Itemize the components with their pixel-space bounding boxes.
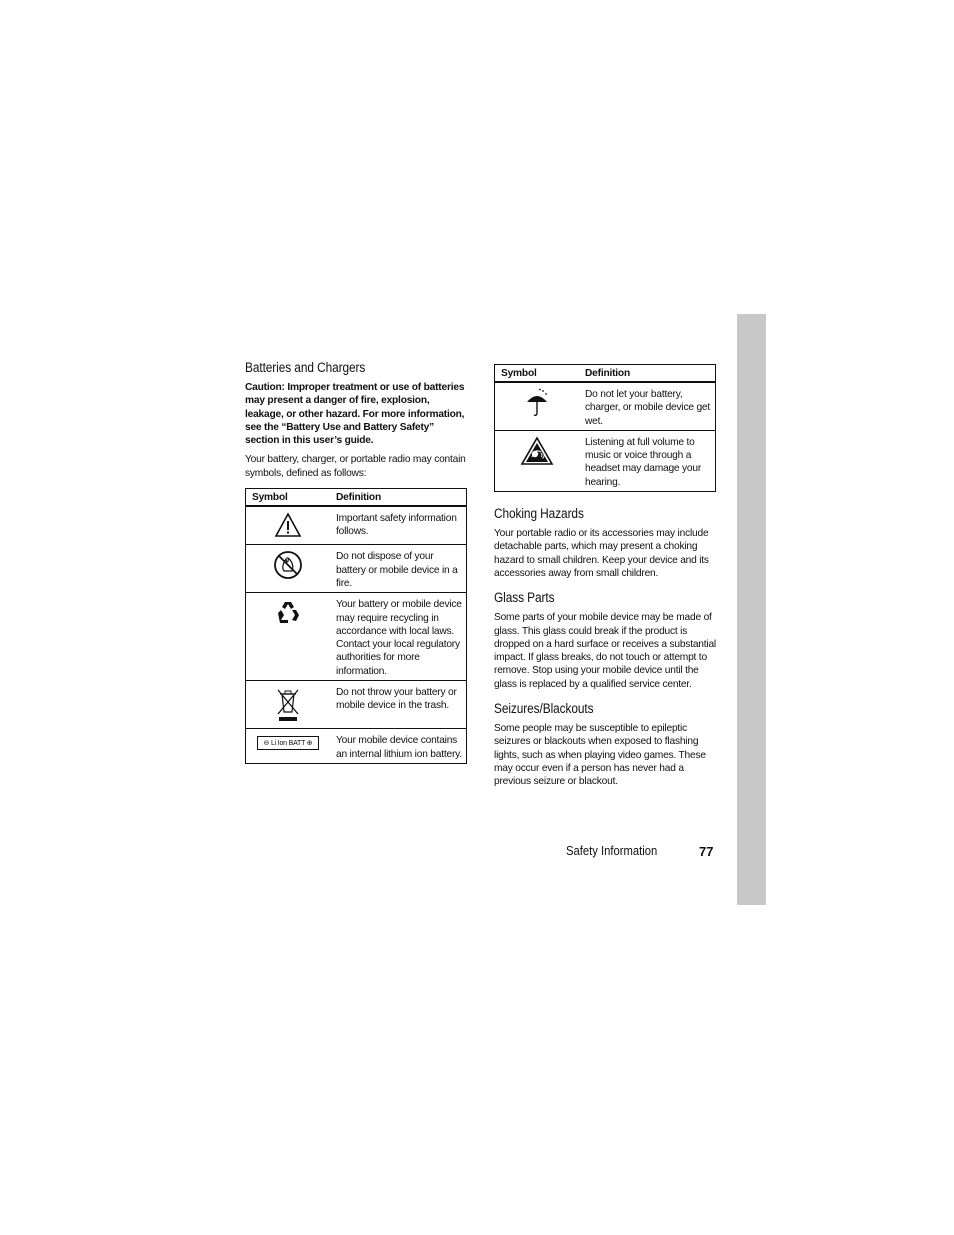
definition-cell: Your mobile device contains an internal lithium ion battery. xyxy=(330,729,467,764)
section-heading-choking: Choking Hazards xyxy=(494,506,584,522)
symbol-column-header: Symbol xyxy=(495,365,580,383)
definition-cell: Important safety information follows. xyxy=(336,513,457,538)
table-header-row xyxy=(246,489,467,507)
warning-triangle-icon xyxy=(274,512,302,538)
page-number: 77 xyxy=(699,844,714,859)
right-column xyxy=(494,364,716,797)
umbrella-rain-icon xyxy=(524,388,550,418)
definition-column-header: Definition xyxy=(579,365,716,383)
footer-section-label: Safety Information xyxy=(566,844,658,858)
intro-text: Your battery, charger, or portable radio may contain symbols, defined as follows: xyxy=(245,454,466,479)
section-heading-seizures: Seizures/Blackouts xyxy=(494,701,594,717)
definition-cell: Listening at full volume to music or voice through a headset may damage your hearing. xyxy=(579,430,716,491)
section-body-choking: Your portable radio or its accessories may include detachable parts, which may present a choking hazard to small children. Keep your device and its accessories away from small children. xyxy=(494,528,709,579)
side-tab xyxy=(737,314,766,905)
headset-volume-warning-icon xyxy=(520,436,554,466)
definition-cell: Do not throw your battery or mobile device in the trash. xyxy=(330,681,467,729)
section-choking xyxy=(494,506,716,580)
table-header-row xyxy=(495,365,716,383)
definition-cell: Do not dispose of your battery or mobile device in a fire. xyxy=(330,545,467,593)
table-row xyxy=(495,430,716,491)
battery-symbols-table xyxy=(245,488,467,764)
crossed-bin-icon xyxy=(275,686,301,722)
device-symbols-table xyxy=(494,364,716,492)
li-ion-battery-icon: ⊖ Li Ion BATT ⊕ xyxy=(257,736,319,750)
definition-cell: Do not let your battery, charger, or mobile device get wet. xyxy=(585,389,711,427)
recycle-icon xyxy=(274,598,302,626)
caution-text: Caution: Improper treatment or use of batteries may present a danger of fire, explosion, leakage, or other hazard. For more information, see the “Battery Use and Battery Safety” section in this user’s guide. xyxy=(245,382,465,447)
section-heading-batteries: Batteries and Chargers xyxy=(245,360,366,375)
table-row xyxy=(246,545,467,593)
table-row xyxy=(246,593,467,681)
left-column xyxy=(245,360,467,764)
definition-column-header: Definition xyxy=(330,489,467,507)
section-body-glass: Some parts of your mobile device may be made of glass. This glass could break if the product is dropped on a hard surface or receives a substantial impact. If glass breaks, do not touch or attempt to remove. Stop using your mobile device until the glass is replaced by a qualified service center. xyxy=(494,612,716,690)
definition-cell: Your battery or mobile device may require recycling in accordance with local laws. Contact your local regulatory authorities for more information. xyxy=(330,593,467,681)
section-glass xyxy=(494,590,716,691)
no-fire-icon xyxy=(273,550,303,580)
section-seizures xyxy=(494,701,716,788)
table-row xyxy=(246,681,467,729)
table-row xyxy=(495,382,716,430)
table-row xyxy=(246,729,467,764)
section-heading-glass: Glass Parts xyxy=(494,590,555,606)
table-row xyxy=(246,506,467,545)
section-body-seizures: Some people may be susceptible to epileptic seizures or blackouts when exposed to flashing lights, such as when playing video games. These may occur even if a person has never had a previous seizure or blackout. xyxy=(494,723,706,788)
symbol-column-header: Symbol xyxy=(246,489,331,507)
